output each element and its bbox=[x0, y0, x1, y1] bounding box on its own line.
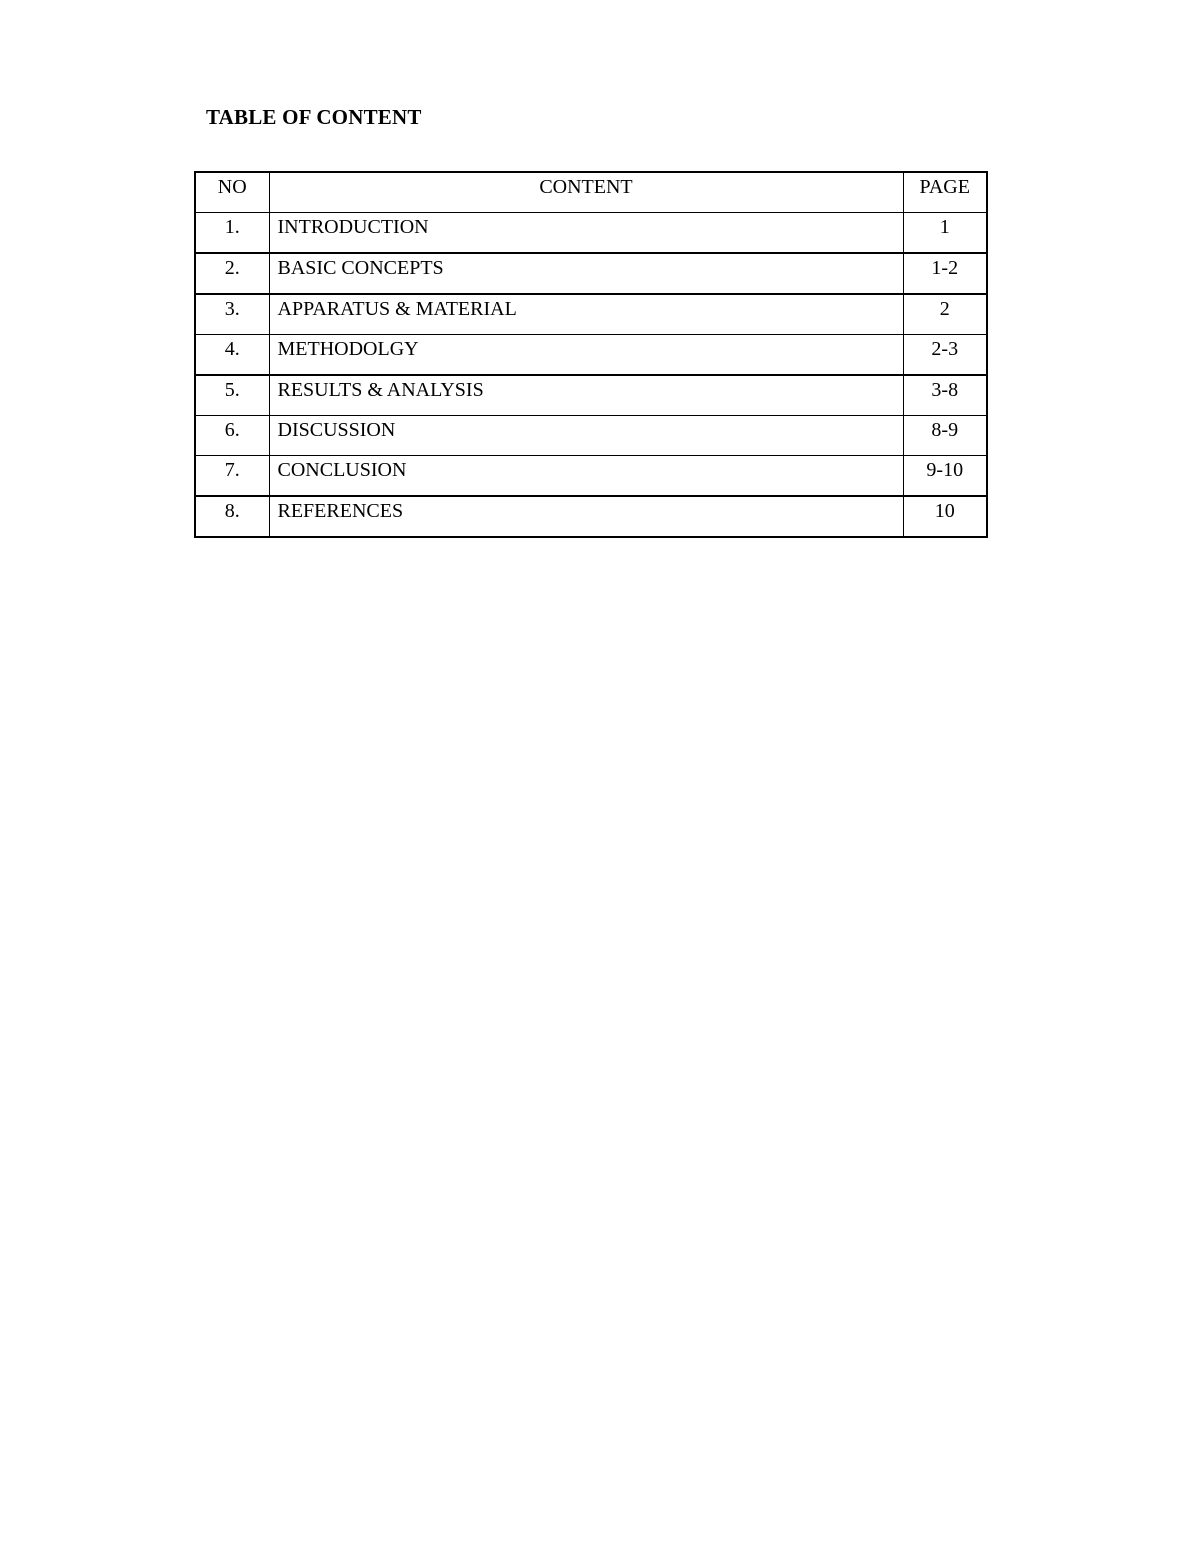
row-content: INTRODUCTION bbox=[269, 213, 903, 254]
header-content: CONTENT bbox=[269, 172, 903, 213]
row-number: 1. bbox=[195, 213, 269, 254]
row-number: 6. bbox=[195, 416, 269, 456]
table-row bbox=[195, 294, 987, 335]
row-page: 8-9 bbox=[903, 416, 987, 456]
table-row bbox=[195, 253, 987, 294]
row-page: 10 bbox=[903, 496, 987, 537]
row-content: REFERENCES bbox=[269, 496, 903, 537]
row-number: 3. bbox=[195, 294, 269, 335]
row-content: DISCUSSION bbox=[269, 416, 903, 456]
row-page: 1 bbox=[903, 213, 987, 254]
header-page: PAGE bbox=[903, 172, 987, 213]
row-number: 8. bbox=[195, 496, 269, 537]
row-content: METHODOLGY bbox=[269, 335, 903, 376]
table-row bbox=[195, 375, 987, 416]
table-of-contents bbox=[194, 171, 988, 538]
page-title: TABLE OF CONTENT bbox=[206, 105, 422, 129]
table-row bbox=[195, 416, 987, 456]
row-page: 3-8 bbox=[903, 375, 987, 416]
row-number: 5. bbox=[195, 375, 269, 416]
row-page: 1-2 bbox=[903, 253, 987, 294]
row-content: BASIC CONCEPTS bbox=[269, 253, 903, 294]
row-number: 2. bbox=[195, 253, 269, 294]
row-page: 9-10 bbox=[903, 456, 987, 497]
row-page: 2-3 bbox=[903, 335, 987, 376]
table-header-row bbox=[195, 172, 987, 213]
table-row bbox=[195, 456, 987, 497]
row-content: APPARATUS & MATERIAL bbox=[269, 294, 903, 335]
table-row bbox=[195, 335, 987, 376]
row-content: CONCLUSION bbox=[269, 456, 903, 497]
row-page: 2 bbox=[903, 294, 987, 335]
row-content: RESULTS & ANALYSIS bbox=[269, 375, 903, 416]
header-no: NO bbox=[195, 172, 269, 213]
row-number: 4. bbox=[195, 335, 269, 376]
table-row bbox=[195, 496, 987, 537]
row-number: 7. bbox=[195, 456, 269, 497]
table-row bbox=[195, 213, 987, 254]
